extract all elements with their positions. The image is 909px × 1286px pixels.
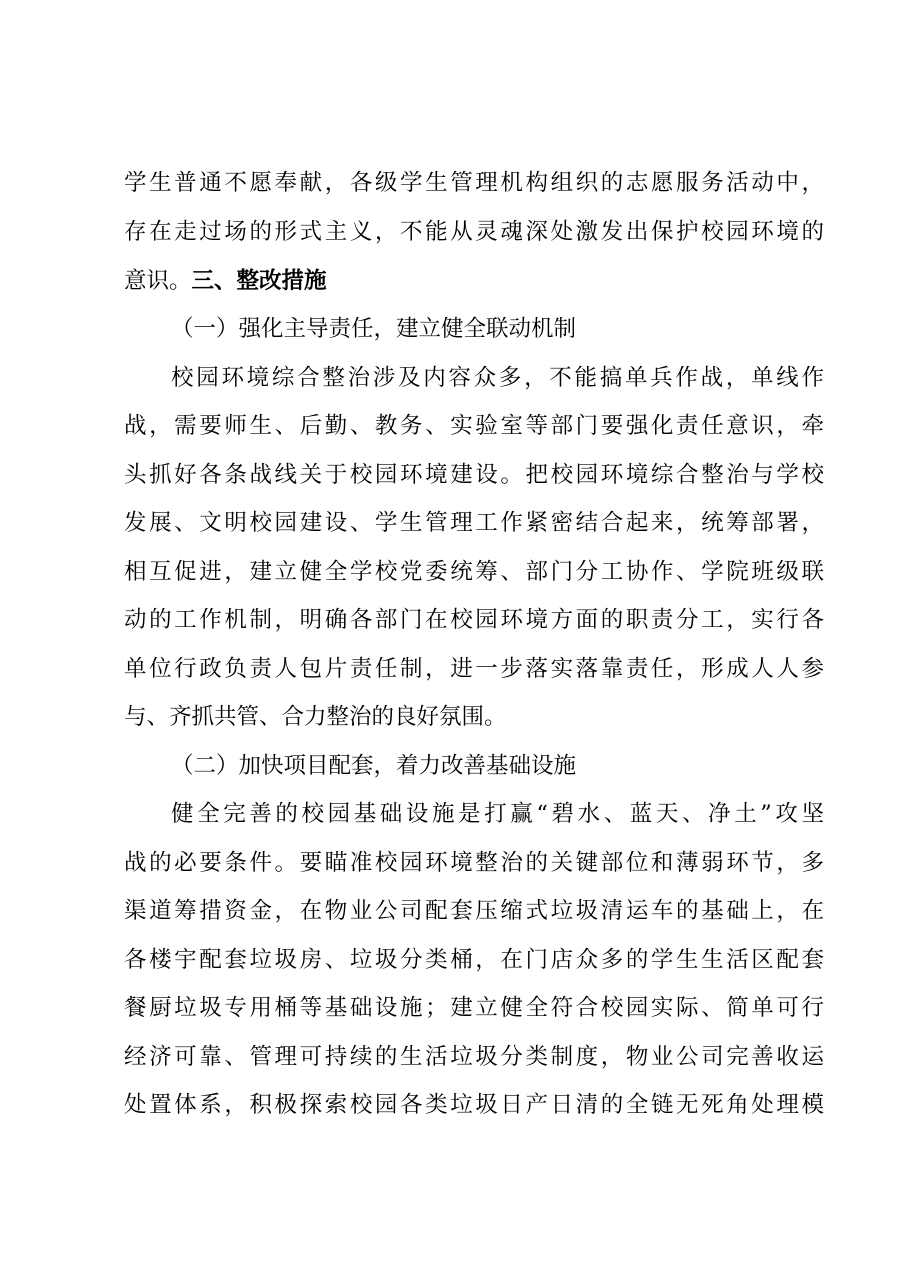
paragraph-line-end: 意识。 <box>124 268 192 294</box>
paragraph-line: 处置体系，积极探索校园各类垃圾日产日清的全链无死角处理模 <box>124 1092 824 1118</box>
paragraph-line: 校园环境综合整治涉及内容众多，不能搞单兵作战，单线作 <box>171 365 824 391</box>
paragraph-line: 存在走过场的形式主义，不能从灵魂深处激发出保护校园环境的 <box>124 219 824 245</box>
paragraph-line: 战，需要师生、后勤、教务、实验室等部门要强化责任意识，牵 <box>124 413 824 439</box>
section-heading: 三、整改措施 <box>191 268 327 294</box>
paragraph-line: 头抓好各条战线关于校园环境建设。把校园环境综合整治与学校 <box>124 462 824 488</box>
paragraph-line: 战的必要条件。要瞄准校园环境整治的关键部位和薄弱环节，多 <box>124 850 824 876</box>
paragraph-line: 渠道筹措资金，在物业公司配套压缩式垃圾清运车的基础上，在 <box>124 898 824 924</box>
paragraph-line: 相互促进，建立健全学校党委统筹、部门分工协作、学院班级联 <box>124 559 824 585</box>
subsection-heading: （二）加快项目配套，着力改善基础设施 <box>171 753 577 779</box>
paragraph-line: 单位行政负责人包片责任制，进一步落实落靠责任，形成人人参 <box>124 656 824 682</box>
paragraph-line: 经济可靠、管理可持续的生活垃圾分类制度，物业公司完善收运 <box>124 1044 824 1070</box>
paragraph-line-with-heading <box>124 257 824 305</box>
subsection-heading: （一）强化主导责任，建立健全联动机制 <box>171 316 577 342</box>
paragraph-line: 各楼宇配套垃圾房、垃圾分类桶，在门店众多的学生生活区配套 <box>124 947 824 973</box>
paragraph-line: 学生普通不愿奉献，各级学生管理机构组织的志愿服务活动中， <box>124 170 824 196</box>
paragraph-line: 发展、文明校园建设、学生管理工作紧密结合起来，统筹部署， <box>124 510 824 536</box>
paragraph-line: 餐厨垃圾专用桶等基础设施；建立健全符合校园实际、简单可行 <box>124 995 824 1021</box>
paragraph-line: 与、齐抓共管、合力整治的良好氛围。 <box>124 704 507 730</box>
paragraph-line: 健全完善的校园基础设施是打赢“碧水、蓝天、净土”攻坚 <box>171 801 824 827</box>
paragraph-line: 动的工作机制，明确各部门在校园环境方面的职责分工，实行各 <box>124 607 824 633</box>
